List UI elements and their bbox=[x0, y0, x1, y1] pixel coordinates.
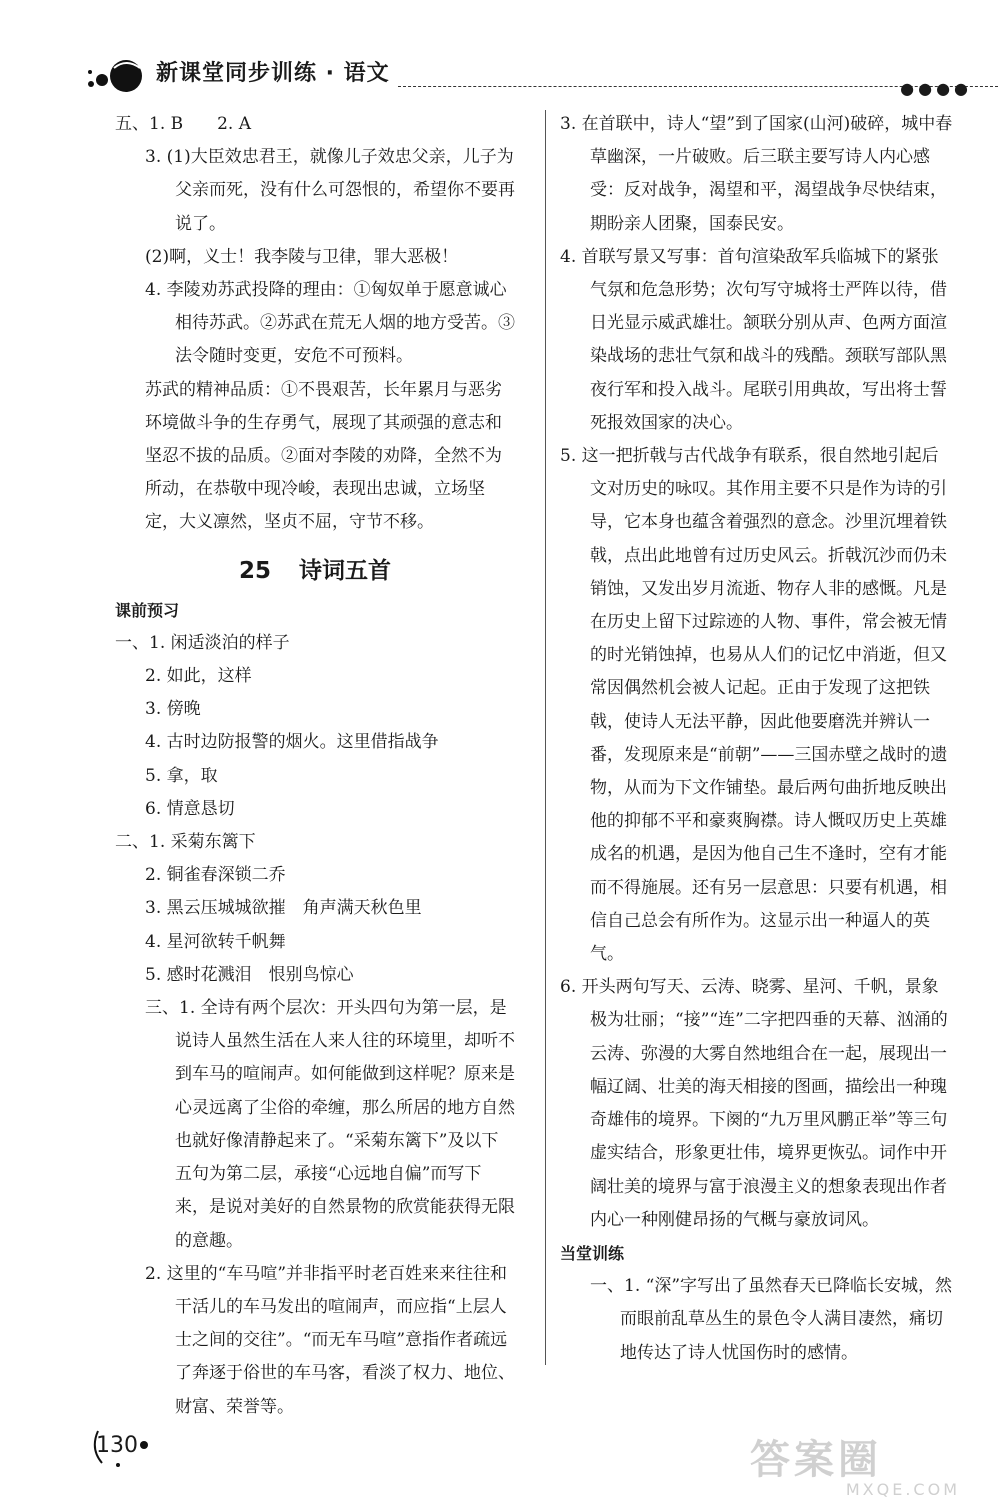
answer-paragraph: (2)啊，义士！我李陵与卫律，罪大恶极！ bbox=[145, 246, 459, 267]
section-title-text: 诗词五首 bbox=[299, 557, 391, 584]
list-item: 3. 黑云压城城欲摧 角声满天秋色里 bbox=[145, 898, 422, 919]
answer-paragraph: 4. 首联写景又写事：首句渲染敌军兵临城下的紧张气氛和危急形势；次句写守城将士严阵以待，借日光显示威武雄壮。颔联分别从声、色两方面渲染战场的悲壮气氛和战斗的残酷。颈联写部队黑夜行军和投入战斗。尾联引用典故，写出将士誓死报效国家的决心。 bbox=[560, 246, 947, 433]
answer-paragraph: 3. 在首联中，诗人“望”到了国家(山河)破碎，城中春草幽深，一片破败。后三联主要写诗人内心感受：反对战争，渴望和平，渴望战争尽快结束，期盼亲人团聚，国泰民安。 bbox=[560, 114, 953, 234]
section-number: 25 bbox=[238, 557, 271, 584]
left-column bbox=[115, 108, 515, 1424]
watermark-url: MXQE.COM bbox=[845, 1480, 960, 1499]
list-item: 4. 星河欲转千帆舞 bbox=[145, 931, 286, 952]
list-item: 二、1. 采菊东篱下 bbox=[115, 832, 256, 853]
header-title: 新课堂同步训练 · 语文 bbox=[156, 61, 390, 86]
list-item: 5. 拿，取 bbox=[145, 765, 218, 786]
answer-paragraph: 3. (1)大臣效忠君王，就像儿子效忠父亲，儿子为父亲而死，没有什么可怨恨的，希望你不要再说了。 bbox=[145, 147, 515, 234]
logo-icon bbox=[86, 54, 144, 94]
answer-paragraph: 6. 开头两句写天、云涛、晓雾、星河、千帆，景象极为壮丽；“接”“连”二字把四垂的天幕、汹涌的云涛、弥漫的大雾自然地组合在一起，展现出一幅辽阔、壮美的海天相接的图画，描绘出一种瑰奇雄伟的境界。下阕的“九万里风鹏正举”等三句虚实结合，形象更壮伟，境界更恢弘。词作中开阔壮美的境界与富于浪漫主义的想象表现出作者内心一种刚健昂扬的气概与豪放词风。 bbox=[560, 977, 948, 1230]
answer-paragraph: 一、1. “深”字写出了虽然春天已降临长安城，然而眼前乱草丛生的景色令人满目凄然，痛切地传达了诗人忧国伤时的感情。 bbox=[590, 1276, 953, 1363]
answer-paragraph: 5. 这一把折戟与古代战争有联系，很自然地引起后文对历史的咏叹。其作用主要不只是作为诗的引导，它本身也蕴含着强烈的意念。沙里沉埋着铁戟，点出此地曾有过历史风云。折戟沉沙而仍未销蚀，又发出岁月流逝、物存人非的感慨。凡是在历史上留下过踪迹的人物、事件，常会被无情的时光销蚀掉，也易从人们的记忆中消逝，但又常因偶然机会被人记起。正由于发现了这把铁戟，使诗人无法平静，因此他要磨洗并辨认一番，发现原来是“前朝”——三国赤壁之战时的遗物，从而为下文作铺垫。最后两句曲折地反映出他的抑郁不平和豪爽胸襟。诗人慨叹历史上英雄成名的机遇，是因为他自己生不逢时，空有才能而不得施展。还有另一层意思：只要有机遇，相信自己总会有所作为。这显示出一种逼人的英气。 bbox=[560, 446, 948, 965]
section-title bbox=[115, 554, 515, 588]
list-item: 5. 感时花溅泪 恨别鸟惊心 bbox=[145, 964, 354, 985]
answer-paragraph: 苏武的精神品质：①不畏艰苦，长年累月与恶劣环境做斗争的生存勇气，展现了其顽强的意志和坚忍不拔的品质。②面对李陵的劝降，全然不为所动，在恭敬中现冷峻，表现出忠诚，立场坚定，大义凛然，坚贞不屈，守节不移。 bbox=[145, 379, 502, 533]
list-item: 6. 情意恳切 bbox=[145, 798, 235, 819]
list-item: 2. 如此，这样 bbox=[145, 666, 252, 687]
list-item: 4. 古时边防报警的烟火。这里借指战争 bbox=[145, 732, 439, 753]
answer-paragraph: 三、1. 全诗有两个层次：开头四句为第一层，是说诗人虽然生活在人来人往的环境里，却听不到车马的喧闹声。如何能做到这样呢？原来是心灵远离了尘俗的牵缠，那么所居的地方自然也就好像清静起来了。“采菊东篱下”及以下五句为第二层，承接“心远地自偏”而写下来，是说对美好的自然景物的欣赏能获得无限的意趣。 bbox=[145, 998, 515, 1251]
list-item: 2. 铜雀春深锁二乔 bbox=[145, 865, 286, 886]
page-number-text: 130 bbox=[96, 1433, 138, 1458]
subsection-heading: 课前预习 bbox=[115, 600, 180, 620]
answer-line: 五、1. B 2. A bbox=[115, 114, 252, 134]
watermark bbox=[750, 1437, 960, 1502]
page-number bbox=[92, 1425, 150, 1469]
header-dots: ●●●● bbox=[900, 79, 972, 98]
right-column bbox=[560, 108, 955, 1370]
list-item: 一、1. 闲适淡泊的样子 bbox=[115, 632, 290, 653]
answer-paragraph: 4. 李陵劝苏武投降的理由：①匈奴单于愿意诚心相待苏武。②苏武在荒无人烟的地方受苦。③法令随时变更，安危不可预料。 bbox=[145, 280, 515, 367]
answer-paragraph: 2. 这里的“车马喧”并非指平时老百姓来来往往和干活儿的车马发出的喧闹声，而应指“上层人士之间的交往”。“而无车马喧”意指作者疏远了奔逐于俗世的车马客，看淡了权力、地位、财富、荣誉等。 bbox=[145, 1263, 515, 1417]
column-divider bbox=[545, 110, 546, 1365]
subsection-heading: 当堂训练 bbox=[560, 1243, 625, 1263]
list-item: 3. 傍晚 bbox=[145, 699, 201, 720]
page-header bbox=[86, 52, 972, 102]
watermark-logo-text: 答案圈 bbox=[750, 1437, 882, 1483]
